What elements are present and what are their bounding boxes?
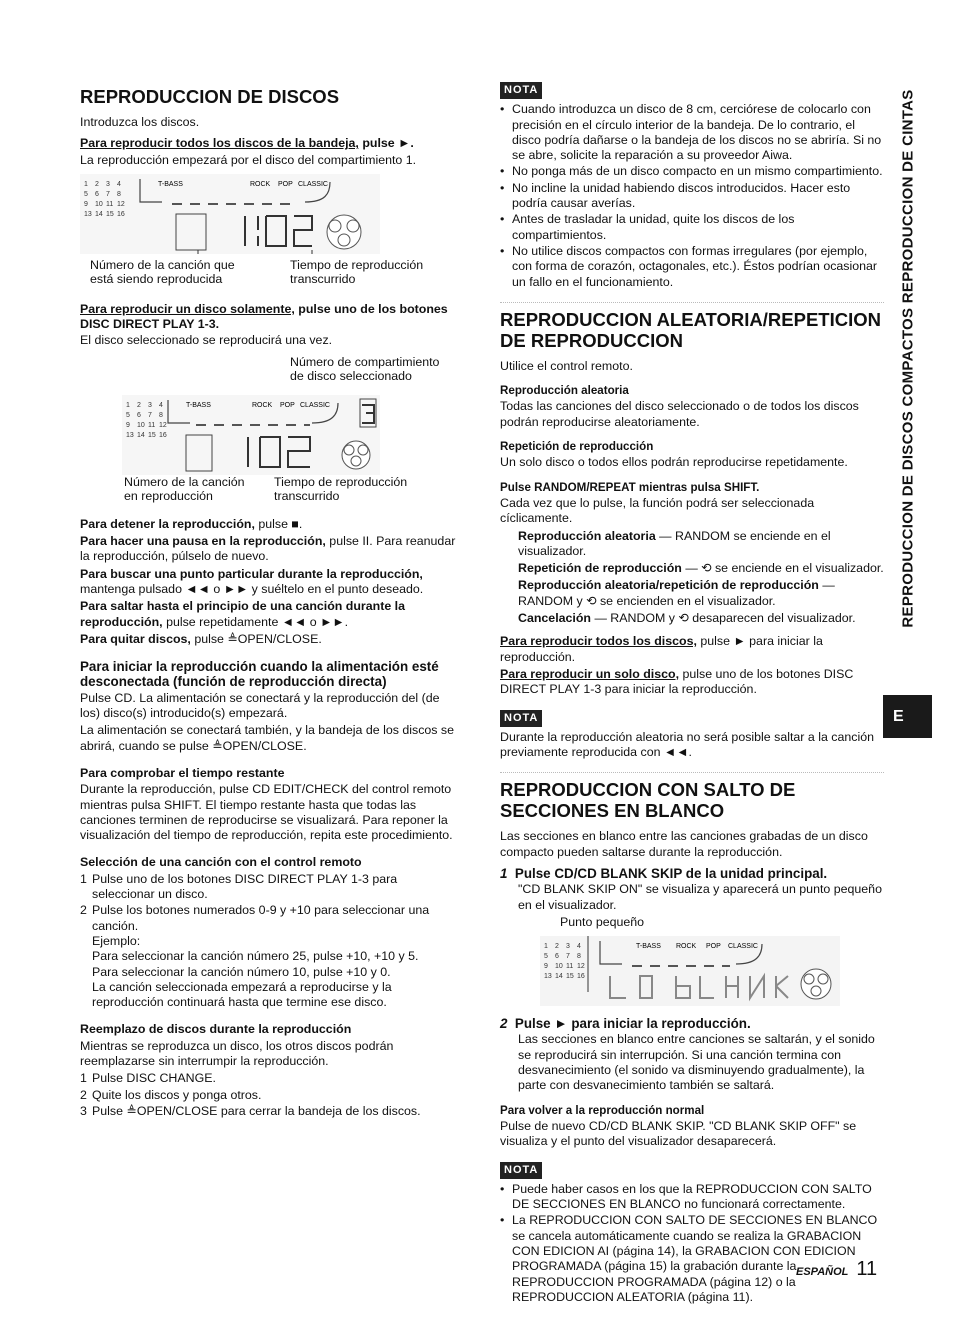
nota-badge-2: NOTA: [500, 710, 542, 727]
all-discs-desc: La reproducción empezará por el disco del compartimiento 1.: [80, 152, 417, 167]
random-one-disc: Para reproducir un solo disco, pulse uno de los botones DISC DIRECT PLAY 1-3 para iniciar la reproducción.: [500, 666, 854, 697]
control-skip: Para saltar hasta el principio de una canción durante la reproducción, pulse repetidamente ◄◄ o ►►.: [80, 599, 406, 629]
remaining-time-text: Durante la reproducción, pulse CD EDIT/CHECK del control remoto mientras pulsa SHIFT. El tiempo restante hasta que todas las canciones terminen de reproducirse se visualizará. Para reponer la visualización del tiempo de reproducción, repita este procedimiento.: [80, 782, 453, 843]
lcd-track-number: 10: [95, 200, 103, 208]
lcd-2-captions: [80, 475, 457, 503]
lcd2-tbass-label: T-BASS: [186, 401, 211, 409]
lcd-track-number: 3: [106, 180, 110, 188]
lcd-track-number: 4: [159, 401, 163, 409]
lcd-track-number: 13: [126, 431, 134, 439]
elapsed-time-caption: Tiempo de reproducción transcurrido: [290, 257, 424, 286]
lcd-illustration-2: [80, 383, 380, 475]
disc-change-steps: [80, 1071, 457, 1119]
lcd-track-number: 5: [126, 411, 130, 419]
lcd-track-number: 9: [84, 200, 88, 208]
cycle-item: Repetición de reproducción — ⟲ se enciende en el visualizador.: [518, 561, 884, 576]
example-after: La canción seleccionada empezará a reproducirse y la reproducción continuará hasta que termine ese disco.: [92, 979, 392, 1010]
footer-language: ESPAÑOL: [796, 1266, 849, 1278]
lcd-track-number: 3: [566, 943, 570, 951]
lcd-display-1: [80, 174, 457, 286]
lcd-track-number: 7: [566, 953, 570, 961]
divider: [500, 772, 884, 773]
remote-step: 1 Pulse uno de los botones DISC DIRECT PLAY 1-3 para seleccionar un disco.: [80, 871, 398, 902]
lcd3-classic-label: CLASSIC: [728, 943, 758, 951]
lcd-track-number: 10: [555, 963, 563, 971]
control-remove: Para quitar discos, pulse ≜OPEN/CLOSE.: [80, 631, 322, 646]
lcd2-classic-label: CLASSIC: [300, 401, 330, 409]
dot-label: Punto pequeño: [560, 914, 645, 929]
disc-change-heading: Reemplazo de discos durante la reproducción: [80, 1022, 352, 1037]
change-step: 3 Pulse ≜OPEN/CLOSE para cerrar la bandeja de los discos.: [80, 1103, 421, 1118]
lcd3-rock-label: ROCK: [676, 943, 697, 951]
lcd-track-number: 6: [137, 411, 141, 419]
lcd-track-number: 11: [566, 963, 574, 971]
lcd-track-number: 15: [106, 210, 114, 218]
lcd-track-number: 6: [95, 190, 99, 198]
nota-item: • Antes de trasladar la unidad, quite los discos de los compartimientos.: [500, 212, 795, 242]
repeat-text: Un solo disco o todos ellos podrán reproducirse repetidamente.: [500, 455, 848, 470]
section-heading-disc-play: REPRODUCCION DE DISCOS: [80, 86, 340, 107]
change-step: 1 Pulse DISC CHANGE.: [80, 1071, 216, 1086]
blank-step-2-text: Las secciones en blanco entre canciones se saltarán, y el sonido se reproducirá sin interrupción. Si una canción termina con desvanecimiento (el sonido va disminuyendo gradualmente), la parte con desvanecimiento también se saltará.: [518, 1032, 875, 1093]
playback-controls: [80, 517, 457, 647]
cycle-item: Reproducción aleatoria/repetición de reproducción — RANDOM y ⟲ se encienden en el visualizador.: [518, 578, 835, 608]
cycle-item: Reproducción aleatoria — RANDOM se enciende en el visualizador.: [518, 528, 831, 558]
lcd-track-number: 4: [577, 943, 581, 951]
lcd-track-number: 5: [544, 953, 548, 961]
lcd3-tbass-label: T-BASS: [636, 943, 661, 951]
lcd-display-2: [80, 355, 457, 503]
normal-play-heading: Para volver a la reproducción normal: [500, 1103, 705, 1117]
lcd-track-number: 2: [137, 401, 141, 409]
lcd-track-number: 1: [544, 943, 548, 951]
lcd-track-number: 1: [84, 180, 88, 188]
lcd-track-number: 1: [126, 401, 130, 409]
control-pause: Para hacer una pausa en la reproducción, pulse II. Para reanudar la reproducción, púlselo de nuevo.: [80, 534, 456, 564]
page-footer: [796, 1258, 877, 1281]
control-stop: Para detener la reproducción, pulse ■.: [80, 516, 303, 531]
nota-item: • Cuando introduzca un disco de 8 cm, cerciórese de colocarlo con precisión en el círculo interior de la bandeja. De lo contrario, el disco podría dañarse o la bandeja de los discos no se abriría. Si no se abre, solicite la reparación a su proveedor Aiwa.: [500, 102, 882, 163]
lcd-track-number: 7: [148, 411, 152, 419]
lcd-track-number: 15: [148, 431, 156, 439]
nota-item: • No utilice discos compactos con formas irregulares (por ejemplo, con forma de corazón, octagonales, etc.). Éstos podrían ocasionar un fallo en el funcionamiento.: [500, 243, 878, 289]
control-search: Para buscar una punto particular durante la reproducción, mantenga pulsado ◄◄ o ►► y suéltelo en el punto deseado.: [80, 566, 424, 596]
blank-step-2: 2 Pulse ► para iniciar la reproducción.: [500, 1016, 751, 1032]
lcd-track-number: 8: [159, 411, 163, 419]
remaining-time-heading: Para comprobar el tiempo restante: [80, 765, 285, 780]
divider: [500, 302, 884, 303]
current-track-caption: Número de la canción en reproducción: [124, 474, 245, 503]
nota-item: • No incline la unidad habiendo discos introducidos. Hacer esto podría causar averías.: [500, 180, 851, 211]
example-line: Para seleccionar la canción número 25, pulse +10, +10 y 5.: [92, 949, 419, 964]
random-all-discs: Para reproducir todos los discos, pulse ► para iniciar la reproducción.: [500, 634, 823, 664]
lcd-illustration-3: [540, 936, 840, 1006]
lcd-track-number: 4: [117, 180, 121, 188]
lcd-classic-label: CLASSIC: [298, 180, 328, 188]
lcd-track-number: 2: [555, 943, 559, 951]
lcd-track-number: 6: [555, 953, 559, 961]
lcd-tbass-label: T-BASS: [158, 180, 183, 188]
example-line: Para seleccionar la canción número 10, pulse +10 y 0.: [92, 964, 391, 979]
nota-item: • Puede haber casos en los que la REPRODUCCION CON SALTO DE SECCIONES EN BLANCO no funcionará correctamente.: [500, 1181, 872, 1212]
elapsed-time-caption-2: Tiempo de reproducción transcurrido: [274, 474, 408, 503]
remote-step: 2 Pulse los botones numerados 0-9 y +10 para seleccionar una canción. Ejemplo: Para seleccionar la canción número 25, pulse +10, +10 y 5. Para seleccionar la canción número 10, pulse +10 y 0. La canción seleccionada empezará a reproducirse y la reproducción continuará hasta que termine ese disco.: [80, 903, 457, 1010]
lcd-track-number: 7: [106, 190, 110, 198]
lcd-track-number: 5: [84, 190, 88, 198]
section-heading-blank-skip: REPRODUCCION CON SALTO DE SECCIONES EN BLANCO: [500, 779, 796, 822]
nota-badge-1: NOTA: [500, 82, 542, 99]
lcd3-pop-label: POP: [706, 943, 721, 951]
lcd-track-number: 14: [95, 210, 103, 218]
lcd-track-number: 16: [159, 431, 167, 439]
lcd-track-number: 16: [117, 210, 125, 218]
lcd-track-number: 14: [555, 973, 563, 981]
right-column: [500, 80, 884, 1306]
lcd-track-number: 8: [117, 190, 121, 198]
lcd-track-number: 2: [95, 180, 99, 188]
sidebar-section-title: [893, 80, 921, 655]
nota-item: • No ponga más de un disco compacto en un mismo compartimiento.: [500, 164, 883, 179]
lcd-track-number: 11: [148, 421, 156, 429]
nota-2-text: Durante la reproducción aleatoria no será posible saltar a la canción previamente reproducida con ◄◄.: [500, 729, 875, 760]
language-tab: E: [883, 695, 932, 738]
normal-play-text: Pulse de nuevo CD/CD BLANK SKIP. "CD BLANK SKIP OFF" se visualiza y el punto del visualizador desaparecerá.: [500, 1118, 857, 1149]
lcd-track-number: 12: [577, 963, 585, 971]
lcd-track-number: 8: [577, 953, 581, 961]
random-intro: Utilice el control remoto.: [500, 358, 633, 373]
blank-intro: Las secciones en blanco entre las canciones grabadas de un disco compacto pueden saltarse durante la reproducción.: [500, 829, 868, 859]
one-disc-desc: El disco seleccionado se reproducirá una vez.: [80, 333, 333, 348]
random-cycle: [518, 529, 884, 627]
left-column: [80, 80, 457, 1120]
page-number: 11: [856, 1258, 878, 1280]
one-disc-heading: Para reproducir un disco solamente, pulse uno de los botones DISC DIRECT PLAY 1-3.: [80, 301, 448, 332]
lcd-1-captions: [80, 258, 457, 286]
lcd-track-number: 12: [159, 421, 167, 429]
lcd2-pop-label: POP: [280, 401, 295, 409]
lcd-track-number: 13: [544, 973, 552, 981]
lcd-track-number: 13: [84, 210, 92, 218]
lcd-pop-label: POP: [278, 180, 293, 188]
direct-play-p1: Pulse CD. La alimentación se conectará y la reproducción del (de los) disco(s) introducido(s) empezará.: [80, 690, 440, 721]
example-label: Ejemplo:: [92, 933, 141, 948]
lcd-track-number: 16: [577, 973, 585, 981]
intro-text: Introduzca los discos.: [80, 115, 200, 129]
nota-badge-3: NOTA: [500, 1162, 542, 1179]
nota-item: • La REPRODUCCION CON SALTO DE SECCIONES EN BLANCO se cancela automáticamente cuando se realiza la GRABACION CON EDICION AI (página 14), la GRABACION CON EDICION PROGRAMADA (página 15) la grabación durante la REPRODUCCION PROGRAMADA (página 12) o la REPRODUCCION ALEATORIA (página 11).: [500, 1213, 878, 1304]
compartment-caption: Número de compartimiento de disco seleccionado: [290, 354, 440, 383]
remote-steps: [80, 872, 457, 1011]
lcd-track-number: 12: [117, 200, 125, 208]
lcd-track-number: 9: [126, 421, 130, 429]
lcd-rock-label: ROCK: [250, 180, 271, 188]
change-step: 2 Quite los discos y ponga otros.: [80, 1087, 262, 1102]
direct-play-p2: La alimentación se conectará también, y la bandeja de los discos se abrirá, cuando se pulse ≜OPEN/CLOSE.: [80, 723, 455, 753]
random-text: Todas las canciones del disco seleccionado o de todos los discos podrán reproducirse aleatoriamente.: [500, 399, 859, 429]
remote-select-heading: Selección de una canción con el control remoto: [80, 855, 362, 870]
lcd-track-number: 15: [566, 973, 574, 981]
sidebar-vertical-text: REPRODUCCION DE DISCOS COMPACTOS REPRODUCCION DE CINTAS: [899, 89, 917, 628]
all-discs-heading: Para reproducir todos los discos de la bandeja, pulse ►.: [80, 136, 414, 151]
lcd-track-number: 14: [137, 431, 145, 439]
lcd-display-3: [540, 936, 884, 1006]
random-heading: Reproducción aleatoria: [500, 384, 629, 398]
lcd-track-number: 10: [137, 421, 145, 429]
blank-step-1: 1 Pulse CD/CD BLANK SKIP de la unidad principal.: [500, 865, 828, 881]
press-random-text: Cada vez que lo pulse, la función podrá ser seleccionada cíclicamente.: [500, 495, 815, 526]
direct-play-heading: Para iniciar la reproducción cuando la alimentación esté desconectada (función de reproducción directa): [80, 659, 439, 690]
lcd-track-number: 9: [544, 963, 548, 971]
section-heading-random: REPRODUCCION ALEATORIA/REPETICION DE REPRODUCCION: [500, 308, 881, 351]
lcd-track-number: 11: [106, 200, 114, 208]
nota-3-list: [500, 1182, 884, 1305]
nota-1-list: [500, 102, 884, 290]
lcd-track-number: 3: [148, 401, 152, 409]
lcd2-rock-label: ROCK: [252, 401, 273, 409]
repeat-heading: Repetición de reproducción: [500, 440, 654, 454]
lcd-illustration-1: [80, 174, 380, 254]
cycle-item: Cancelación — RANDOM y ⟲ desaparecen del visualizador.: [518, 611, 856, 626]
press-random-heading: Pulse RANDOM/REPEAT mientras pulsa SHIFT.: [500, 480, 760, 494]
disc-change-text: Mientras se reproduzca un disco, los otros discos podrán reemplazarse sin interrumpir la reproducción.: [80, 1038, 394, 1068]
blank-step-1-text: "CD BLANK SKIP ON" se visualiza y aparecerá un punto pequeño en el visualizador.: [518, 882, 882, 912]
track-number-caption: Número de la canción que está siendo reproducida: [90, 257, 235, 286]
